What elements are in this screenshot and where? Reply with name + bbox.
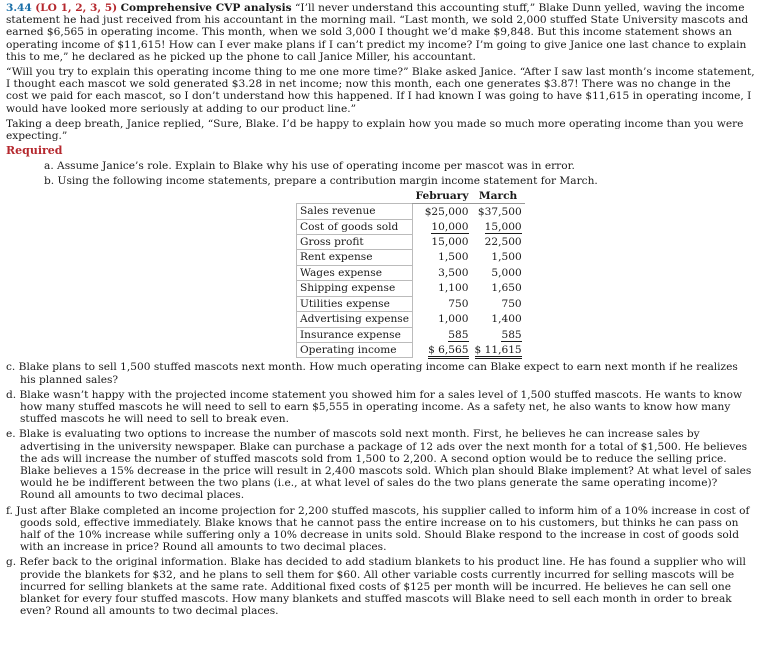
march-value: $ 11,615: [475, 344, 522, 359]
march-value: 5,000: [491, 266, 522, 279]
february-value: 1,000: [438, 313, 469, 326]
march-value: 1,400: [491, 313, 522, 326]
column-header-march: March: [472, 189, 525, 204]
table-row: [297, 342, 525, 357]
march-value: 1,650: [491, 282, 522, 295]
table-row: [297, 204, 525, 219]
march-value: $37,500: [477, 205, 522, 218]
table-row: [297, 219, 525, 234]
table-row: [297, 250, 525, 265]
row-label: Sales revenue: [297, 204, 413, 219]
february-value: 1,100: [438, 282, 469, 295]
row-label: Rent expense: [297, 250, 413, 265]
february-value: 585: [448, 328, 469, 341]
table-row: [297, 327, 525, 342]
row-label: Operating income: [297, 342, 413, 357]
paragraph-2: “Will you try to explain this operating income thing to me one more time?” Blake asked Janice. “After I saw last month’s income statement, I thought each mascot we sold generated $3.28 in net income; now this month, each one generates $3.87! There was no change in the cost we paid for each mascot, so I don’t understand how this happened. If I had known I was going to have $11,615 in operating income, I would have looked more seriously at adding to our product line.”: [6, 66, 755, 115]
requirement-e: e. Blake is evaluating two options to increase the number of mascots sold next month. First, he believes he can increase sales by advertising in the university newspaper. Blake can purchase a package of 12 ads over the next month for a total of $1,500. He believes the ads will increase the number of stuffed mascots sold from 1,500 to 2,200. A second option would be to reduce the selling price. Blake believes a 15% decrease in the price will result in 2,400 mascots sold. Which plan should Blake implement? At what level of sales would he be indifferent between the two plans (i.e., at what level of sales do the two plans generate the same operating income)? Round all amounts to two decimal places.: [6, 428, 752, 502]
row-label: Cost of goods sold: [297, 219, 413, 234]
income-statement-table: [296, 189, 755, 358]
february-value: $ 6,565: [428, 344, 468, 359]
row-label: Utilities expense: [297, 296, 413, 311]
requirement-g: g. Refer back to the original information. Blake has decided to add stadium blankets to his product line. He has found a supplier who will provide the blankets for $32, and he plans to sell them for $60. All other variable costs currently incurred for selling mascots will be incurred for selling blankets at the same rate. Additional fixed costs of $125 per month will be incurred. He believes he can sell one blanket for every four stuffed mascots. How many blankets and stuffed mascots will Blake need to sell each month in order to break even? Round all amounts to two decimal places.: [6, 556, 746, 618]
requirement-c: c. Blake plans to sell 1,500 stuffed mascots next month. How much operating income can Blake expect to earn next month if he realizes his planned sales?: [6, 361, 738, 386]
column-header-february: February: [413, 189, 472, 204]
intro-paragraph: [6, 2, 755, 63]
table-row: [297, 235, 525, 250]
problem-number: 3.44: [6, 2, 32, 14]
row-label: Shipping expense: [297, 281, 413, 296]
february-value: $25,000: [424, 205, 469, 218]
row-label: Gross profit: [297, 235, 413, 250]
february-value: 15,000: [431, 236, 469, 249]
requirement-f: f. Just after Blake completed an income projection for 2,200 stuffed mascots, his supplier called to inform him of a 10% increase in cost of goods sold, effective immediately. Blake knows that he cannot pass the entire increase on to his customers, but thinks he can pass on half of the 10% increase while suffering only a 10% decrease in units sold. Should Blake respond to the increase in cost of goods sold with an increase in price? Round all amounts to two decimal places.: [6, 504, 750, 554]
requirement-b: b. Using the following income statements, prepare a contribution margin income statement for March.: [44, 174, 598, 187]
march-value: 15,000: [484, 220, 522, 233]
paragraph-3: Taking a deep breath, Janice replied, “Sure, Blake. I’d be happy to explain how you made so much more operating income than you were expecting.”: [6, 117, 744, 143]
requirement-d: d. Blake wasn’t happy with the projected income statement you showed him for a sales level of 1,500 stuffed mascots. He wants to know how many stuffed mascots he will need to sell to earn $5,555 in operating income. As a safety net, he also wants to know how many stuffed mascots he will need to sell to break even.: [6, 388, 743, 426]
table-row: [297, 296, 525, 311]
march-value: 750: [501, 297, 522, 310]
march-value: 22,500: [484, 236, 522, 249]
february-value: 1,500: [438, 251, 469, 264]
march-value: 585: [501, 328, 522, 341]
required-heading: Required: [6, 144, 63, 158]
table-row: [297, 265, 525, 280]
row-label: Insurance expense: [297, 327, 413, 342]
february-value: 3,500: [438, 266, 469, 279]
learning-objectives: (LO 1, 2, 3, 5): [35, 2, 118, 14]
february-value: 750: [448, 297, 469, 310]
problem-title: Comprehensive CVP analysis: [120, 2, 292, 14]
table-row: [297, 281, 525, 296]
february-value: 10,000: [431, 220, 469, 233]
requirement-a: a. Assume Janice’s role. Explain to Blake why his use of operating income per mascot was in error.: [44, 160, 575, 173]
march-value: 1,500: [491, 251, 522, 264]
row-label: Advertising expense: [297, 312, 413, 327]
table-row: [297, 312, 525, 327]
row-label: Wages expense: [297, 265, 413, 280]
paragraph-1: “I’ll never understand this accounting stuff,” Blake Dunn yelled, waving the income statement he had just received from his accountant in the morning mail. “Last month, we sold 2,000 stuffed State University mascots and earned $6,565 in operating income. This month, when we sold 3,000 I thought we’d make $9,848. But this income statement shows an operating income of $11,615! How can I ever make plans if I can’t predict my income? I’m going to give Janice one last chance to explain this to me,” he declared as he picked up the phone to call Janice Miller, his accountant.: [6, 2, 749, 63]
